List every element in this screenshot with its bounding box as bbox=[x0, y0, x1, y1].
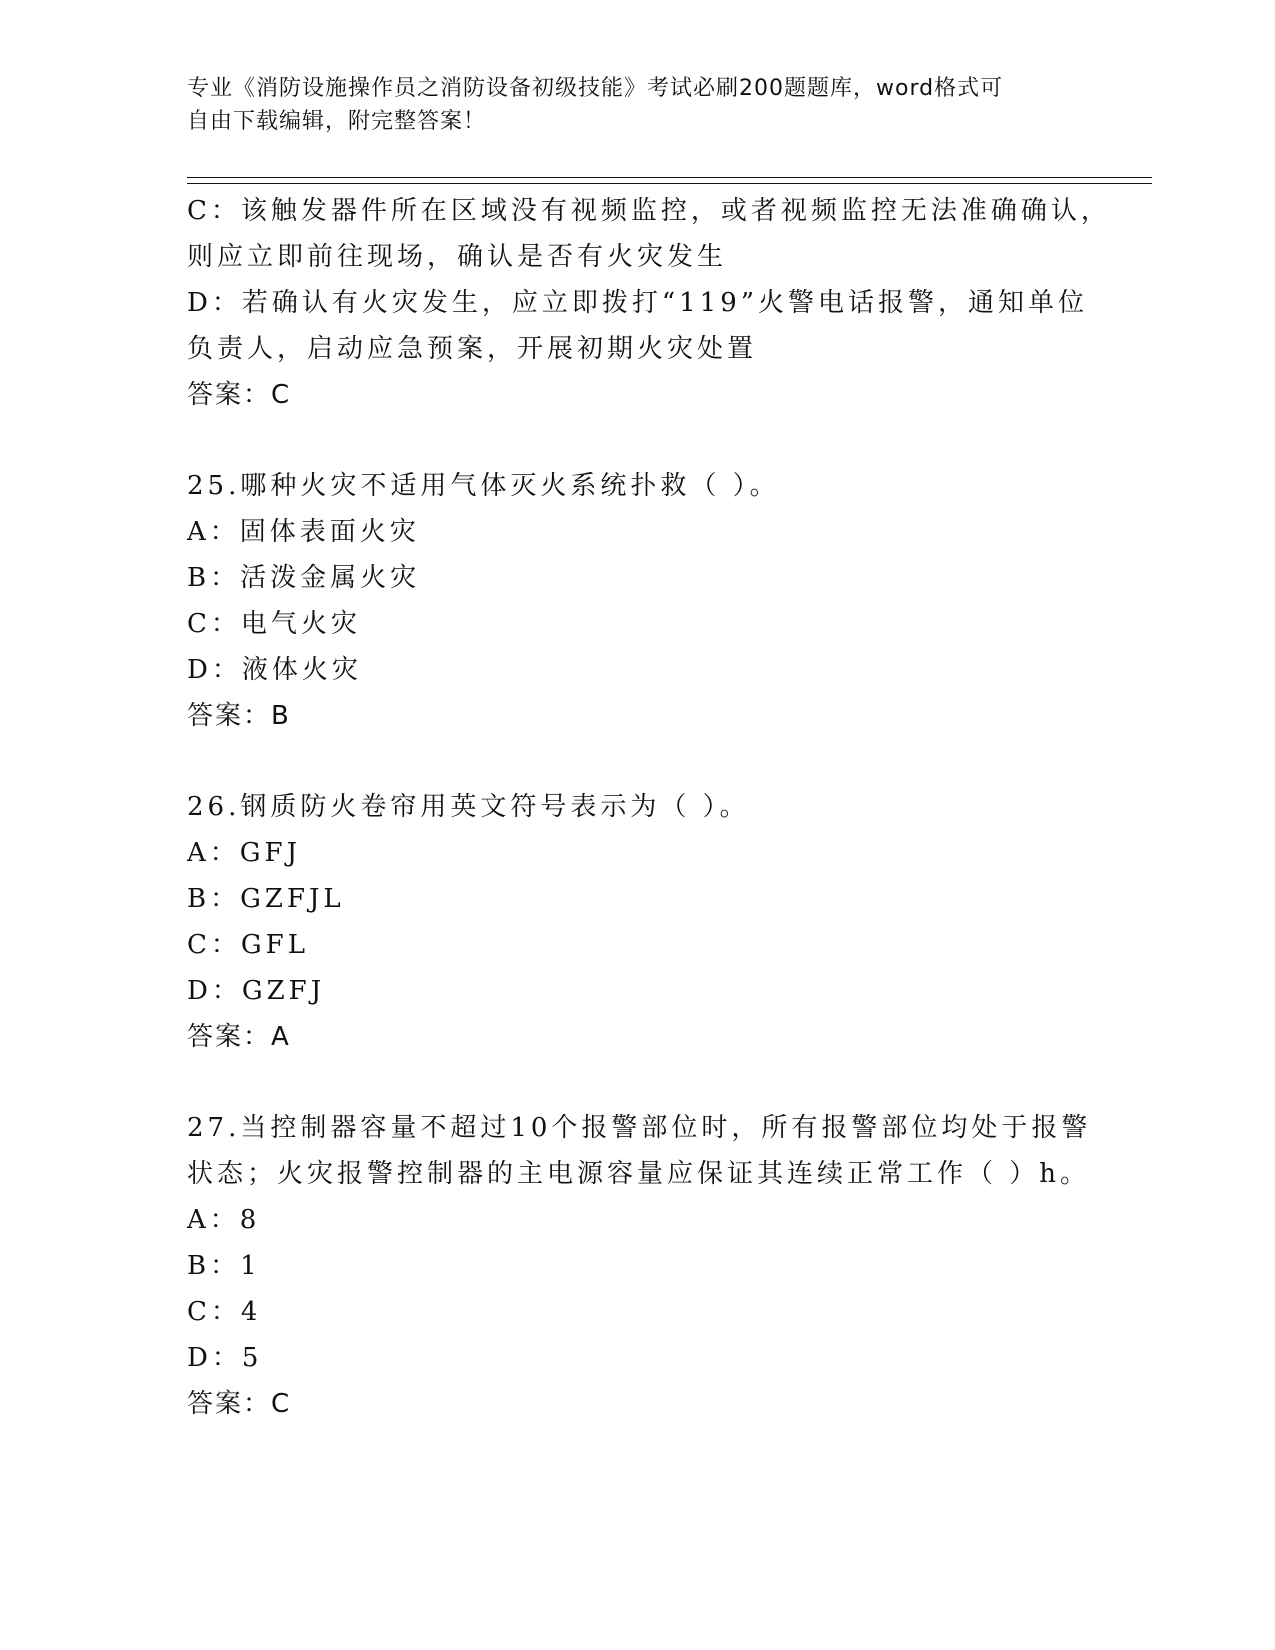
option-d: D：5 bbox=[187, 1343, 263, 1373]
option-c-line-2: 则应立即前往现场，确认是否有火灾发生 bbox=[187, 242, 728, 272]
header-line-1: 专业《消防设施操作员之消防设备初级技能》考试必刷200题题库，word格式可 bbox=[187, 76, 1004, 101]
header-divider-top bbox=[187, 177, 1152, 178]
option-c: C：GFL bbox=[187, 930, 309, 960]
option-d: D：液体火灾 bbox=[187, 655, 362, 685]
option-b: B：GZFJL bbox=[187, 884, 345, 914]
option-c: C：4 bbox=[187, 1297, 262, 1327]
question-stem: 25.哪种火灾不适用气体灭火系统扑救（ ）。 bbox=[187, 471, 780, 501]
option-a: A：GFJ bbox=[187, 838, 302, 868]
answer-line: 答案：B bbox=[187, 701, 291, 731]
option-c-line-1: C：该触发器件所在区域没有视频监控，或者视频监控无法准确确认， bbox=[187, 196, 1111, 226]
document-header bbox=[187, 72, 1067, 138]
option-a: A：8 bbox=[187, 1205, 261, 1235]
previous-question-continuation bbox=[187, 188, 1111, 418]
header-line-2: 自由下载编辑，附完整答案！ bbox=[187, 109, 487, 134]
option-d: D：GZFJ bbox=[187, 976, 326, 1006]
option-d-line-2: 负责人，启动应急预案，开展初期火灾处置 bbox=[187, 334, 758, 364]
question-25 bbox=[187, 463, 1067, 739]
answer-line: 答案：C bbox=[187, 1389, 292, 1419]
answer-line: 答案：A bbox=[187, 1022, 291, 1052]
answer-line: 答案：C bbox=[187, 380, 292, 410]
option-d-line-1: D：若确认有火灾发生，应立即拨打“119”火警电话报警，通知单位 bbox=[187, 288, 1089, 318]
question-content bbox=[187, 188, 1111, 1427]
spacer bbox=[187, 418, 1067, 463]
question-stem-line-1: 27.当控制器容量不超过10个报警部位时，所有报警部位均处于报警 bbox=[187, 1113, 1092, 1143]
spacer bbox=[187, 1060, 1067, 1105]
question-stem: 26.钢质防火卷帘用英文符号表示为（ ）。 bbox=[187, 792, 750, 822]
option-c: C：电气火灾 bbox=[187, 609, 361, 639]
question-26 bbox=[187, 784, 1067, 1060]
header-divider-bottom bbox=[187, 183, 1152, 184]
option-b: B：1 bbox=[187, 1251, 261, 1281]
question-27 bbox=[187, 1105, 1092, 1427]
option-b: B：活泼金属火灾 bbox=[187, 563, 421, 593]
spacer bbox=[187, 739, 1067, 784]
option-a: A：固体表面火灾 bbox=[187, 517, 420, 547]
question-stem-line-2: 状态；火灾报警控制器的主电源容量应保证其连续正常工作（ ）h。 bbox=[187, 1159, 1091, 1189]
